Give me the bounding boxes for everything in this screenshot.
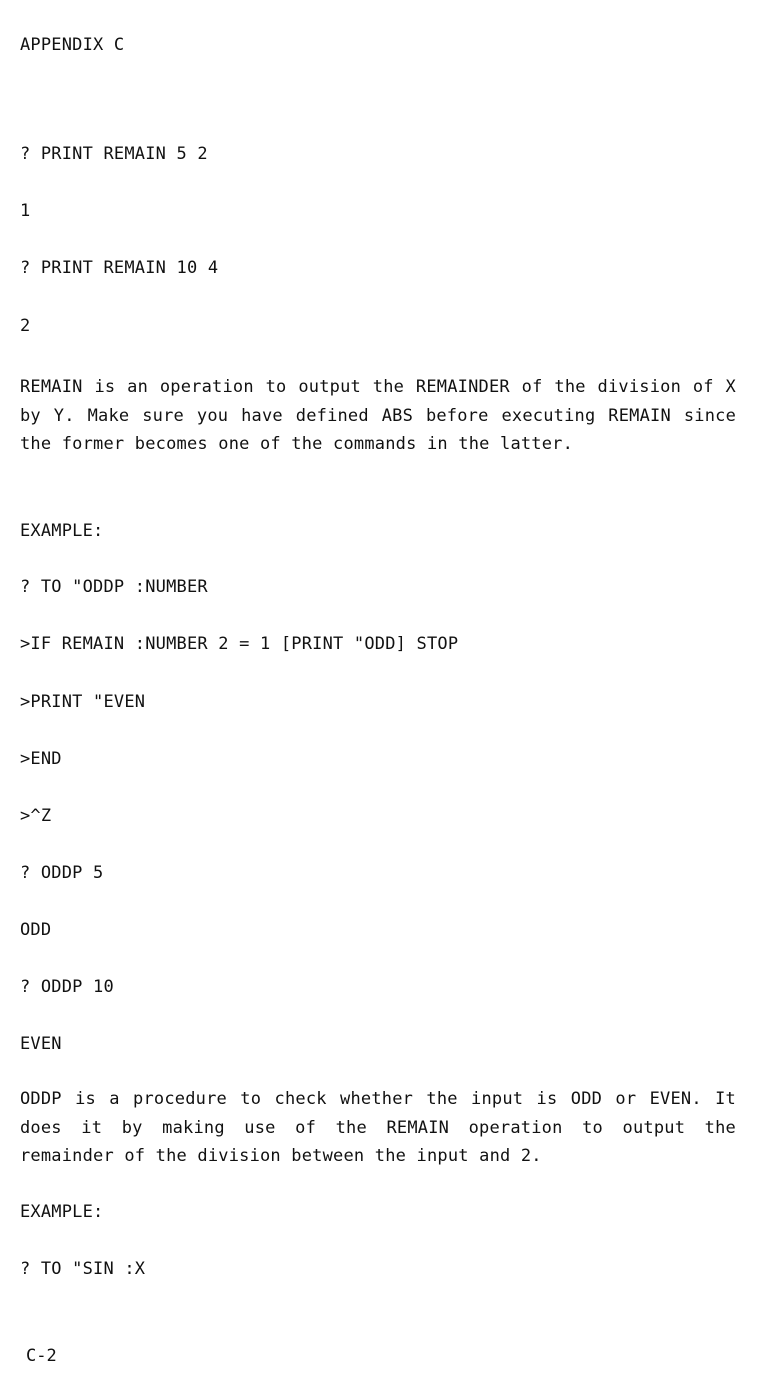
code-line: >PRINT "EVEN bbox=[20, 692, 146, 712]
code-line: >IF REMAIN :NUMBER 2 = 1 [PRINT "ODD] STOP bbox=[20, 634, 459, 654]
output-line: 1 bbox=[20, 201, 31, 221]
code-line: ? PRINT REMAIN 5 2 bbox=[20, 144, 208, 164]
code-line: >END bbox=[20, 749, 62, 769]
code-line: ? ODDP 10 bbox=[20, 977, 114, 997]
output-line: ODD bbox=[20, 920, 52, 940]
code-line: ? TO "SIN :X bbox=[20, 1259, 146, 1279]
oddp-description-paragraph: ODDP is a procedure to check whether the input is ODD or EVEN. It does it by making use of the REMAIN operation to output the remainder of the division between the input and 2. bbox=[20, 1089, 736, 1167]
code-line: >^Z bbox=[20, 806, 52, 826]
code-line: ? ODDP 5 bbox=[20, 863, 104, 883]
remain-description-paragraph: REMAIN is an operation to output the REMAINDER of the division of X by Y. Make sure you have defined ABS before executing REMAIN since the former becomes one of the commands in the latter. bbox=[20, 377, 736, 455]
page-number: C-2 bbox=[26, 1346, 57, 1366]
example-heading: EXAMPLE: bbox=[20, 521, 104, 541]
appendix-heading: APPENDIX C bbox=[20, 35, 125, 55]
code-line: ? PRINT REMAIN 10 4 bbox=[20, 258, 219, 278]
output-line: EVEN bbox=[20, 1034, 62, 1054]
output-line: 2 bbox=[20, 316, 31, 336]
code-line: ? TO "ODDP :NUMBER bbox=[20, 577, 208, 597]
example-heading: EXAMPLE: bbox=[20, 1202, 104, 1222]
